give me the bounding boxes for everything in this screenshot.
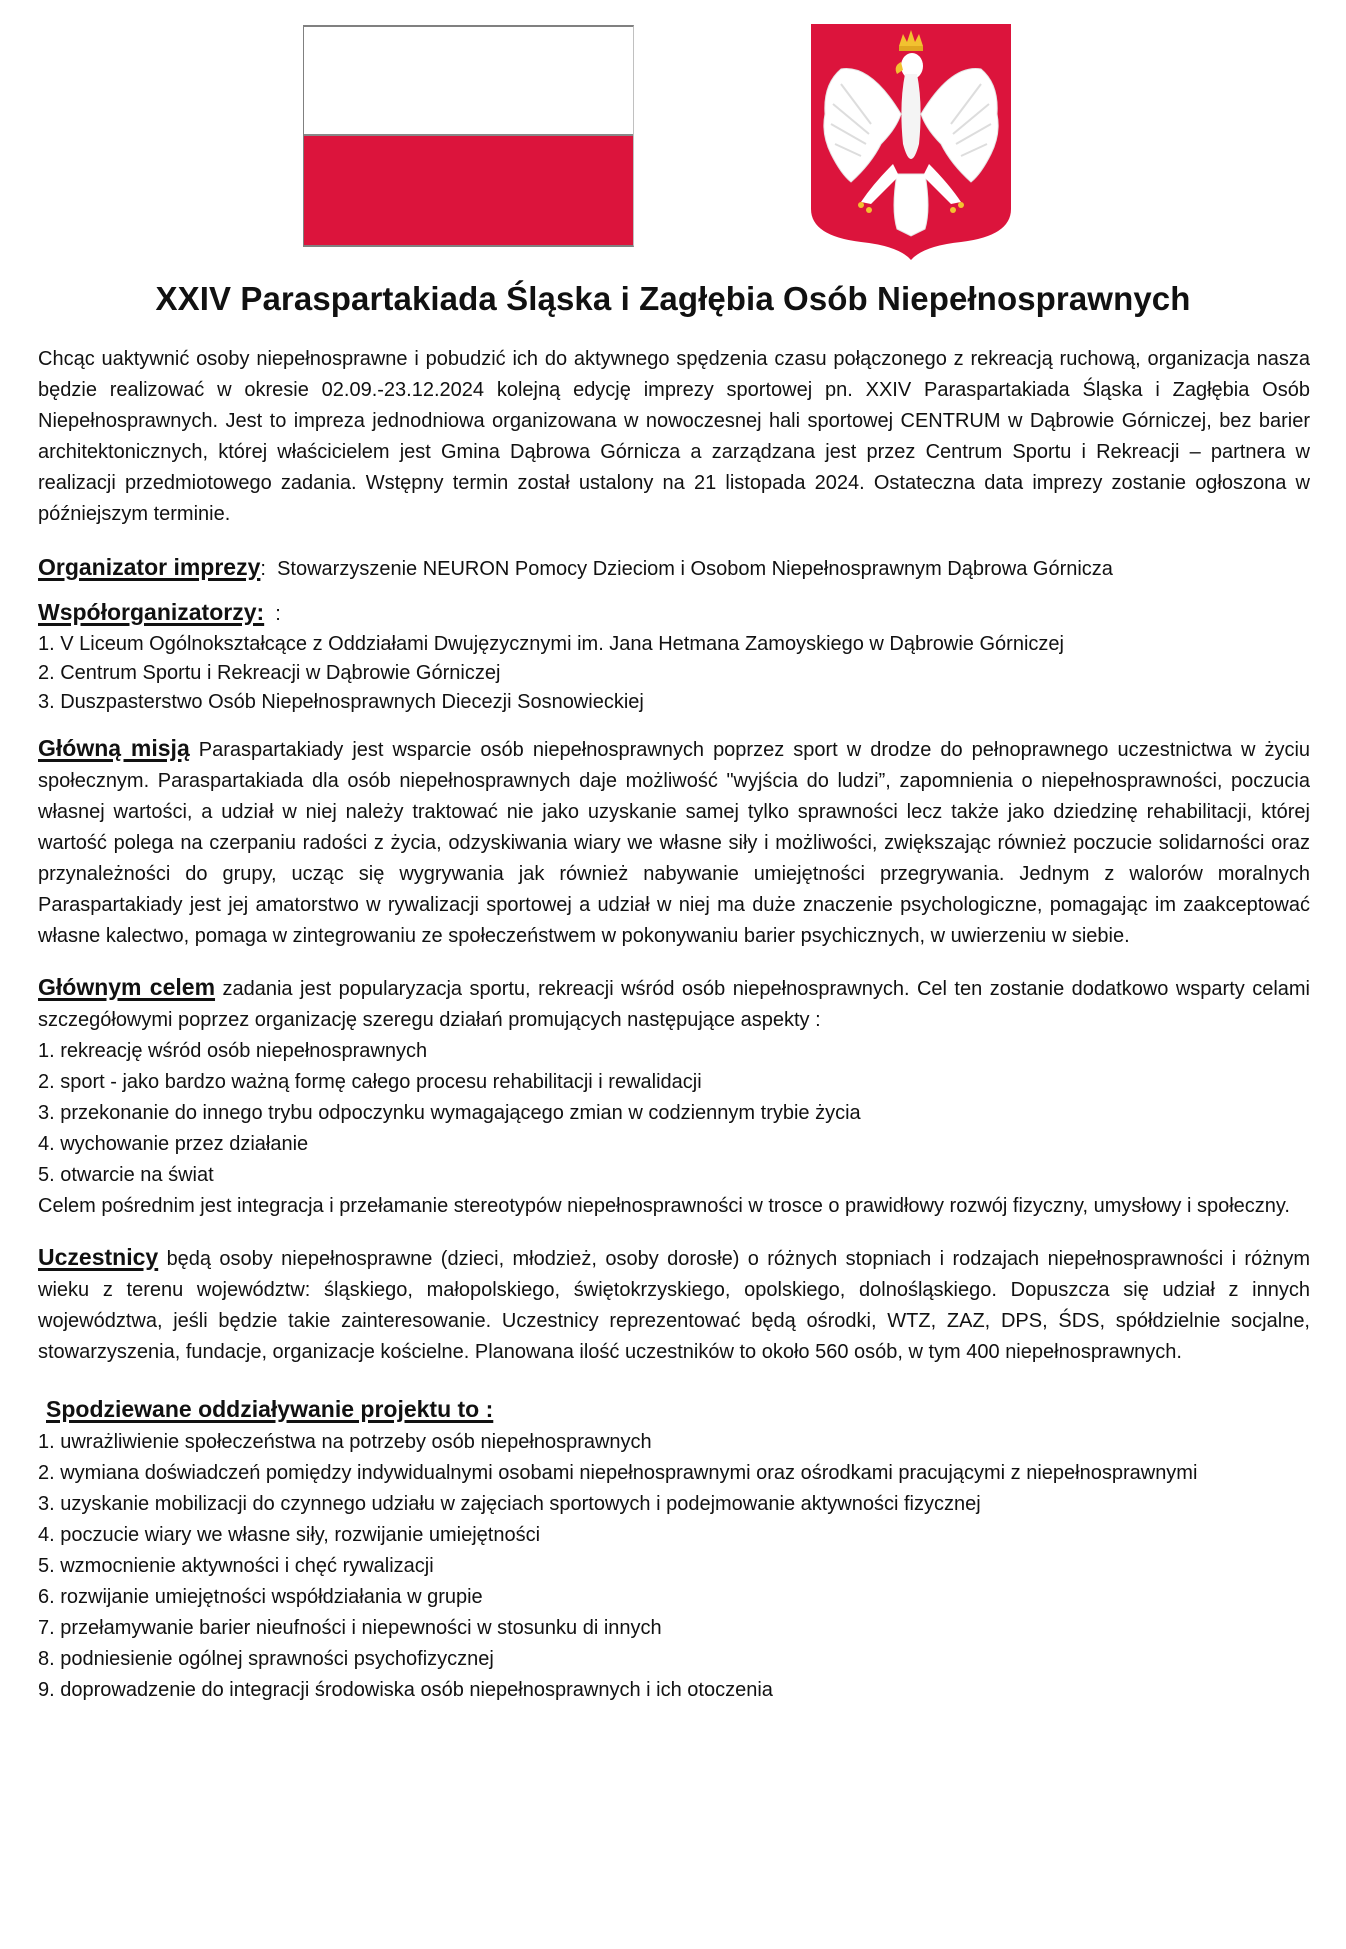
poland-flag-image	[303, 25, 634, 247]
goal-heading: Głównym celem	[38, 974, 216, 1000]
goal-list	[38, 1036, 1310, 1191]
impact-list	[38, 1427, 1310, 1706]
list-item: 6. rozwijanie umiejętności współdziałania w grupie	[38, 1586, 483, 1608]
participants-heading: Uczestnicy	[38, 1244, 159, 1270]
poland-coat-of-arms-icon	[811, 24, 1011, 260]
organizer-heading: Organizator imprezy	[38, 554, 261, 580]
list-item: 3. uzyskanie mobilizacji do czynnego udziału w zajęciach sportowych i podejmowanie aktywności fizycznej	[38, 1493, 981, 1515]
list-item: 8. podniesienie ogólnej sprawności psychofizycznej	[38, 1648, 494, 1670]
organizer-section	[38, 552, 1310, 585]
intro-paragraph: Chcąc uaktywnić osoby niepełnosprawne i pobudzić ich do aktywnego spędzenia czasu połączonego z rekreacją ruchową, organizacja nasza będzie realizować w okresie 02.09.-23.12.2024 kolejną edycję imprezy sportowej pn. XXIV Paraspartakiada Śląska i Zagłębia Osób Niepełnosprawnych. Jest to impreza jednodniowa organizowana w nowoczesnej hali sportowej CENTRUM w Dąbrowie Górniczej, bez barier architektonicznych, której właścicielem jest Gmina Dąbrowa Górnicza a zarządzana jest przez Centrum Sportu i Rekreacji – partnera w realizacji przedmiotowego zadania. Wstępny termin został ustalony na 21 listopada 2024. Ostateczna data imprezy zostanie ogłoszona w późniejszym terminie.	[38, 348, 1310, 525]
list-item: 2. wymiana doświadczeń pomiędzy indywidualnymi osobami niepełnosprawnymi oraz ośrodkami pracującymi z niepełnosprawnymi	[38, 1462, 1198, 1484]
participants-paragraph	[38, 1242, 1310, 1368]
flag-red-stripe	[304, 136, 633, 245]
list-item: 4. poczucie wiary we własne siły, rozwijanie umiejętności	[38, 1524, 541, 1546]
co-organizers-heading: Współorganizatorzy:	[38, 599, 265, 625]
goal-closing: Celem pośrednim jest integracja i przełamanie stereotypów niepełnosprawności w trosce o prawidłowy rozwój fizyczny, umysłowy i społeczny.	[38, 1195, 1290, 1217]
list-item: 5. otwarcie na świat	[38, 1164, 214, 1186]
mission-heading: Główną misją	[38, 735, 190, 761]
participants-text: będą osoby niepełnosprawne (dzieci, młodzież, osoby dorosłe) o różnych stopniach i rodzajach niepełnosprawności i różnym wieku z terenu województw: śląskiego, małopolskiego, świętokrzyskiego, opolskiego, dolnośląskiego. Dopuszcza się udział z innych województwa, jeśli będzie takie zainteresowanie. Uczestnicy reprezentować będą ośrodki, WTZ, ZAZ, DPS, ŚDS, spółdzielnie socjalne, stowarzyszenia, fundacje, organizacje kościelne. Planowana ilość uczestników to około 560 osób, w tym 400 niepełnosprawnych.	[38, 1248, 1310, 1363]
mission-text: Paraspartakiady jest wsparcie osób niepełnosprawnych poprzez sport w drodze do pełnoprawnego uczestnictwa w życiu społecznym. Paraspartakiada dla osób niepełnosprawnych daje możliwość "wyjścia do ludzi”, zapomnienia o niepełnosprawności, poczucia własnej wartości, a udział w niej należy traktować nie jako uzyskanie samej tylko sprawności lecz także jako dziedzinę rehabilitacji, której wartość polega na czerpaniu radości z życia, odzyskiwania wiary we własne siły i możliwości, zwiększając również poczucie solidarności oraz przynależności do grupy, ucząc się wygrywania jak również nabywanie umiejętności przegrywania. Jednym z walorów moralnych Paraspartakiady jest jej amatorstwo w rywalizacji sportowej a udział w niej ma duże znaczenie psychologiczne, pomagając im zaakceptować własne kalectwo, pomaga w zintegrowaniu ze społeczeństwem w pokonywaniu barier psychicznych, w uwierzeniu w siebie.	[38, 739, 1311, 947]
list-item: 1. V Liceum Ogólnokształcące z Oddziałami Dwujęzycznymi im. Jana Hetmana Zamoyskiego w Dąbrowie Górniczej	[38, 633, 1064, 655]
list-item: 3. Duszpasterstwo Osób Niepełnosprawnych Diecezji Sosnowieckiej	[38, 691, 644, 713]
page-title: XXIV Paraspartakiada Śląska i Zagłębia Osób Niepełnosprawnych	[155, 280, 1191, 317]
impact-section	[38, 1394, 1310, 1427]
organizer-separator: :	[260, 558, 266, 580]
organizer-value: Stowarzyszenie NEURON Pomocy Dzieciom i Osobom Niepełnosprawnym Dąbrowa Górnicza	[277, 558, 1113, 580]
impact-heading: Spodziewane oddziaływanie projektu to :	[46, 1396, 494, 1422]
list-item: 2. sport - jako bardzo ważną formę całego procesu rehabilitacji i rewalidacji	[38, 1071, 702, 1093]
list-item: 4. wychowanie przez działanie	[38, 1133, 309, 1155]
list-item: 1. uwrażliwienie społeczeństwa na potrzeby osób niepełnosprawnych	[38, 1431, 652, 1453]
list-item: 9. doprowadzenie do integracji środowiska osób niepełnosprawnych i ich otoczenia	[38, 1679, 773, 1701]
document-body	[38, 344, 1310, 1706]
co-organizers-list	[38, 630, 1310, 717]
co-organizers-suffix: :	[275, 603, 281, 625]
list-item: 3. przekonanie do innego trybu odpoczynku wymagającego zmian w codziennym trybie życia	[38, 1102, 861, 1124]
goal-paragraph	[38, 972, 1310, 1036]
goal-text: zadania jest popularyzacja sportu, rekreacji wśród osób niepełnosprawnych. Cel ten zostanie dodatkowo wsparty celami szczegółowymi poprzez organizację szeregu działań promujących następujące aspekty :	[38, 978, 1310, 1031]
mission-paragraph	[38, 733, 1310, 952]
list-item: 5. wzmocnienie aktywności i chęć rywalizacji	[38, 1555, 434, 1577]
list-item: 2. Centrum Sportu i Rekreacji w Dąbrowie Górniczej	[38, 662, 501, 684]
list-item: 7. przełamywanie barier nieufności i niepewności w stosunku di innych	[38, 1617, 662, 1639]
flag-white-stripe	[304, 27, 633, 136]
list-item: 1. rekreację wśród osób niepełnosprawnych	[38, 1040, 428, 1062]
co-organizers-section	[38, 597, 1310, 630]
